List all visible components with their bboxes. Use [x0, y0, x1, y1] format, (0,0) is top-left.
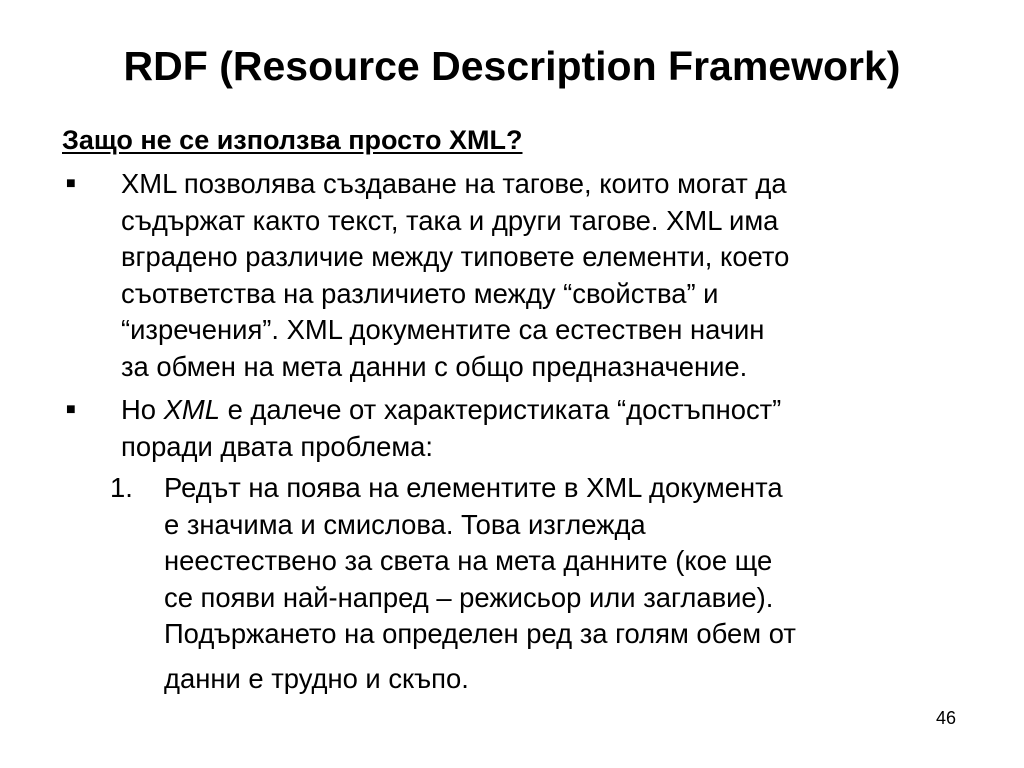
bullet-2-line: поради двата проблема:	[121, 430, 434, 462]
bullet-1-line: вградено различие между типовете елементи, което	[121, 241, 790, 273]
bullet-1-line: XML позволява създаване на тагове, които могат да	[121, 168, 787, 199]
bullet-2-line	[121, 392, 971, 429]
bullet-marker: ■	[66, 401, 76, 418]
slide-page-number: 46	[936, 708, 957, 728]
bullet-1-line: за обмен на мета данни с общо предназначение.	[121, 350, 748, 382]
numbered-item-line: Редът на поява на елементите в XML документа	[164, 472, 783, 503]
bullet-paragraph-2	[121, 392, 971, 465]
bullet-2-prefix: Но	[121, 394, 164, 425]
bullet-marker: ■	[66, 175, 76, 192]
slide-subheading: Защо не се използва просто XML?	[62, 125, 523, 155]
numbered-item-text	[164, 470, 984, 698]
numbered-item-line: е значима и смислова. Това изглежда	[164, 508, 646, 540]
bullet-2-suffix: е далече от характеристиката “достъпност”	[219, 394, 782, 425]
bullet-1-line: съдържат както текст, така и други тагове. XML има	[121, 204, 779, 236]
numbered-item-line: данни е трудно и скъпо.	[164, 662, 469, 694]
numbered-item-line: се появи най-напред – режисьор или заглавие).	[164, 581, 774, 613]
bullet-2-emphasis: XML	[163, 394, 220, 425]
bullet-1-line: съответства на различието между “свойства” и	[121, 277, 719, 309]
slide-title: RDF (Resource Description Framework)	[123, 43, 901, 89]
numbered-item-line: неестествено за света на мета данните (кое ще	[164, 545, 773, 577]
numbered-item-marker: 1.	[110, 472, 133, 503]
bullet-1-line: “изречения”. XML документите са естествен начин	[121, 314, 765, 346]
bullet-paragraph-1	[121, 166, 971, 386]
numbered-item-line: Подържането на определен ред за голям обем от	[164, 618, 796, 650]
